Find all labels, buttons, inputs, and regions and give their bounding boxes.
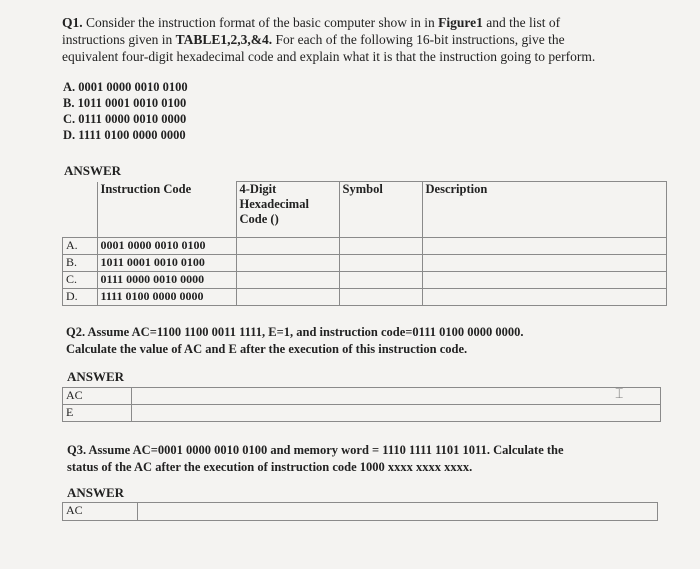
q1-table-label-header bbox=[63, 182, 98, 238]
q1-option-d: D. 1111 0100 0000 0000 bbox=[63, 128, 186, 142]
q1-header-hex-1: 4-Digit bbox=[239, 182, 277, 196]
q1-row-description-b[interactable] bbox=[422, 255, 667, 272]
q1-row-hex-a[interactable] bbox=[236, 238, 339, 255]
table-row bbox=[63, 289, 667, 306]
q3-line2: status of the AC after the execution of instruction code 1000 xxxx xxxx xxxx. bbox=[67, 460, 473, 474]
q2-line1: Q2. Assume AC=1100 1100 0011 1111, E=1, and instruction code=0111 0100 0000 0000. bbox=[66, 325, 524, 339]
q1-header-symbol[interactable]: Symbol bbox=[339, 182, 422, 238]
q2-paragraph bbox=[66, 324, 666, 358]
q1-line2-a: instructions given in bbox=[62, 32, 176, 47]
q1-answer-table bbox=[62, 181, 667, 306]
q1-options bbox=[63, 79, 188, 143]
q1-row-description-c[interactable] bbox=[422, 272, 667, 289]
q3-answer-label: ANSWER bbox=[67, 485, 125, 500]
q1-row-code-a: 0001 0000 0010 0100 bbox=[97, 238, 236, 255]
q1-row-label-b: B. bbox=[63, 255, 98, 272]
table-row bbox=[63, 238, 667, 255]
q2-line2: Calculate the value of AC and E after the execution of this instruction code. bbox=[66, 342, 468, 356]
table-row bbox=[63, 388, 661, 405]
table-row bbox=[63, 272, 667, 289]
q2-row-e-label: E bbox=[63, 405, 132, 422]
q1-row-code-c: 0111 0000 0010 0000 bbox=[97, 272, 236, 289]
q3-row-ac-input[interactable] bbox=[138, 503, 658, 521]
q1-line1-c: and the list of bbox=[482, 15, 561, 30]
q1-row-hex-b[interactable] bbox=[236, 255, 339, 272]
q1-header-hex-3: Code () bbox=[239, 212, 279, 226]
q2-row-e-input[interactable] bbox=[132, 405, 661, 422]
q3-line1: Q3. Assume AC=0001 0000 0010 0100 and memory word = 1110 1111 1101 1011. Calculate the bbox=[67, 443, 564, 457]
table-row bbox=[63, 255, 667, 272]
q3-paragraph bbox=[67, 442, 667, 476]
q2-row-ac-input[interactable] bbox=[132, 388, 661, 405]
q1-option-a: A. 0001 0000 0010 0100 bbox=[63, 80, 188, 94]
q1-paragraph bbox=[62, 14, 670, 65]
q1-line3: equivalent four-digit hexadecimal code and explain what it is that the instruction going to perform. bbox=[62, 49, 596, 64]
q1-header-instruction: Instruction Code bbox=[97, 182, 236, 238]
q1-answer-label: ANSWER bbox=[64, 163, 122, 178]
q1-row-code-b: 1011 0001 0010 0100 bbox=[97, 255, 236, 272]
q1-row-description-a[interactable] bbox=[422, 238, 667, 255]
q1-prefix: Q1. bbox=[62, 15, 83, 30]
q2-answer-table bbox=[62, 387, 661, 422]
text-cursor-icon: ⌶ bbox=[615, 387, 624, 402]
q1-row-symbol-b[interactable] bbox=[339, 255, 422, 272]
q1-row-label-c: C. bbox=[63, 272, 98, 289]
q1-line1 bbox=[62, 14, 670, 31]
q1-row-hex-c[interactable] bbox=[236, 272, 339, 289]
q1-line2 bbox=[62, 31, 670, 48]
q2-answer-label: ANSWER bbox=[67, 369, 125, 384]
q1-table-header-row bbox=[63, 182, 667, 238]
q2-row-ac-label: AC bbox=[63, 388, 132, 405]
q1-row-symbol-d[interactable] bbox=[339, 289, 422, 306]
q1-row-description-d[interactable] bbox=[422, 289, 667, 306]
q1-row-symbol-a[interactable] bbox=[339, 238, 422, 255]
table-row bbox=[63, 503, 658, 521]
q1-option-c: C. 0111 0000 0010 0000 bbox=[63, 112, 187, 126]
q1-header-hex[interactable] bbox=[236, 182, 339, 238]
q1-row-symbol-c[interactable] bbox=[339, 272, 422, 289]
q1-row-label-d: D. bbox=[63, 289, 98, 306]
q3-answer-table bbox=[62, 502, 658, 521]
q1-row-code-d: 1111 0100 0000 0000 bbox=[97, 289, 236, 306]
q1-row-hex-d[interactable] bbox=[236, 289, 339, 306]
q1-figure-ref: Figure1 bbox=[438, 15, 483, 30]
q1-line1-a: Consider the instruction format of the basic computer show in in bbox=[86, 15, 439, 30]
q1-line2-c: For each of the following 16-bit instructions, give the bbox=[272, 32, 565, 47]
q1-header-description[interactable]: Description bbox=[422, 182, 667, 238]
q1-table-ref: TABLE1,2,3,&4. bbox=[175, 32, 273, 47]
q1-header-hex-2: Hexadecimal bbox=[239, 197, 309, 211]
q1-option-b: B. 1011 0001 0010 0100 bbox=[63, 96, 187, 110]
q1-row-label-a: A. bbox=[63, 238, 98, 255]
table-row bbox=[63, 405, 661, 422]
q3-row-ac-label: AC bbox=[63, 503, 138, 521]
